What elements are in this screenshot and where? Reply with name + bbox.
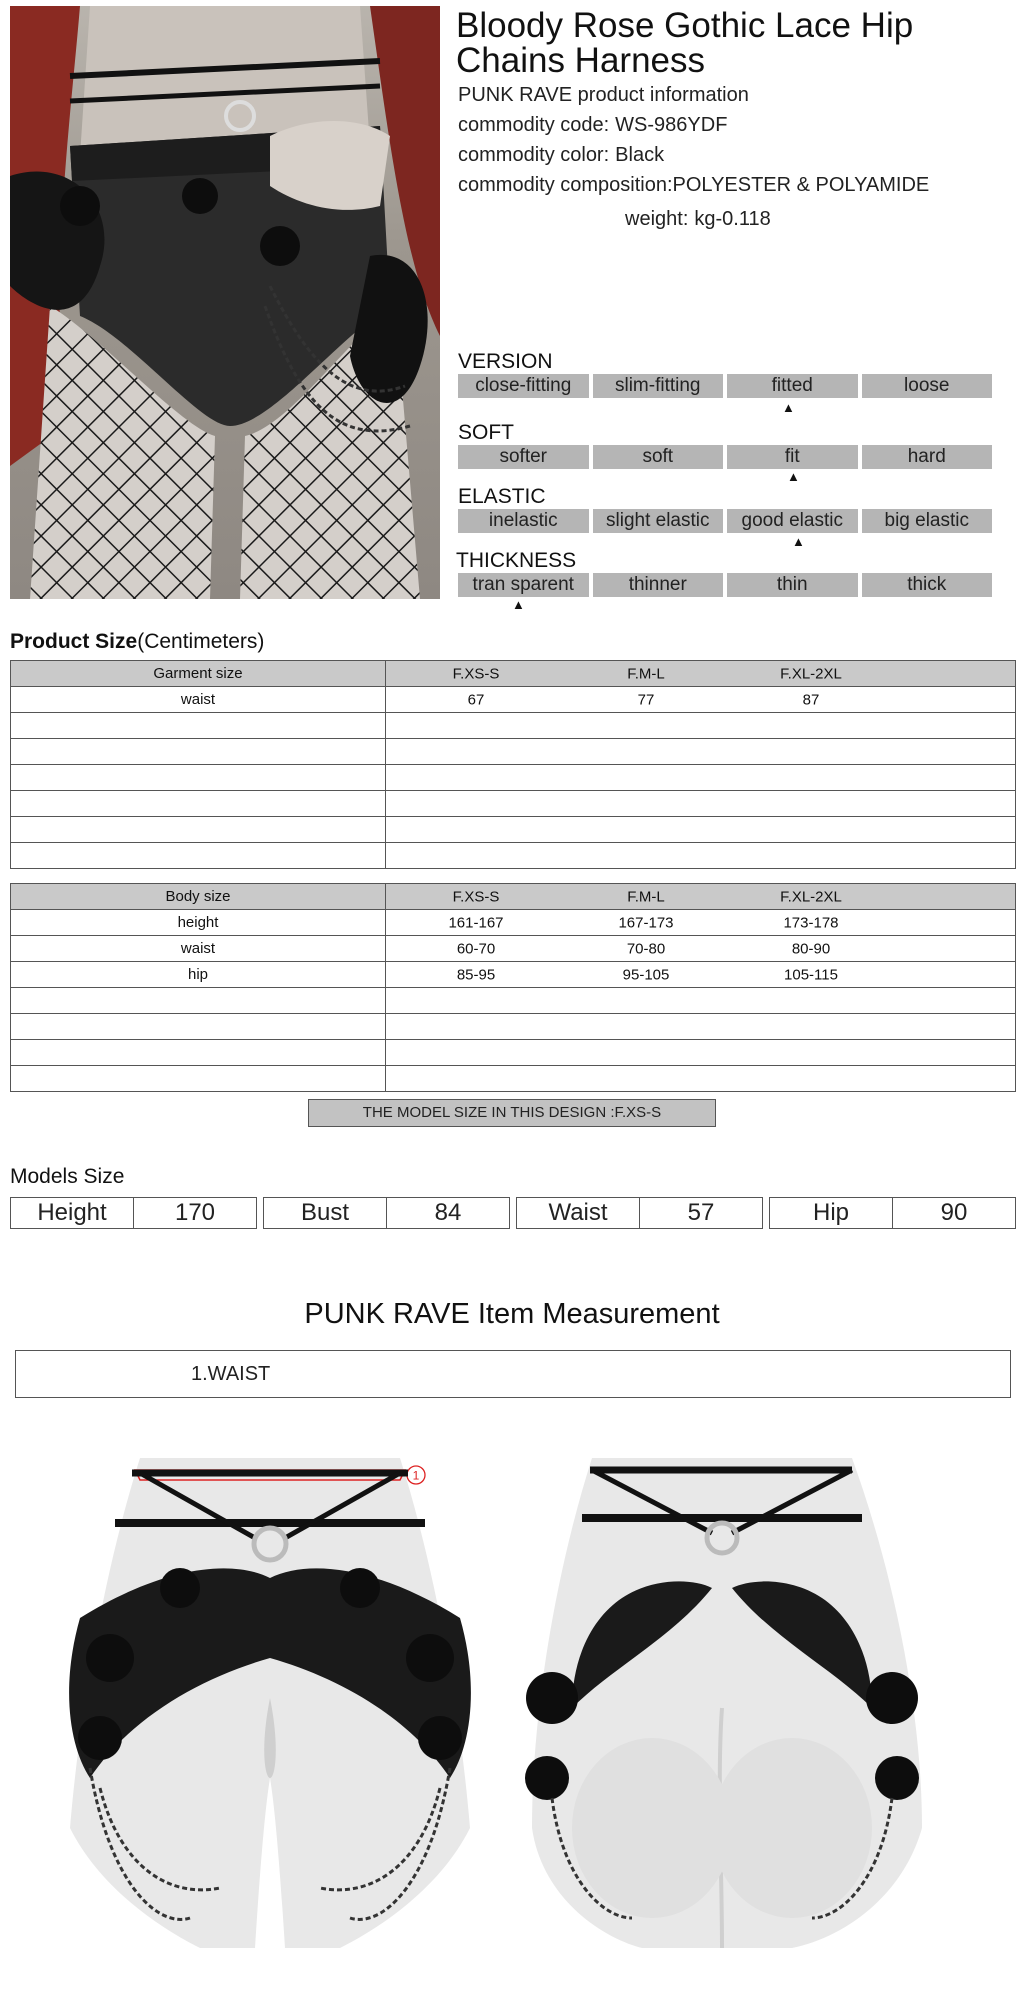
elastic-marker: ▲ bbox=[792, 534, 805, 549]
waist-marker-label: 1 bbox=[412, 1468, 420, 1483]
composition-label: commodity composition: bbox=[458, 174, 673, 196]
soft-marker: ▲ bbox=[787, 469, 800, 484]
product-photo bbox=[10, 6, 440, 599]
table-row bbox=[11, 1066, 1016, 1092]
header-cell: F.XS-S bbox=[452, 888, 500, 905]
table-cell: 60-70 bbox=[456, 940, 496, 957]
garment-size-header: Garment size bbox=[11, 661, 386, 687]
garment-size-table bbox=[10, 660, 1016, 869]
attr-thickness-title: THICKNESS bbox=[456, 549, 577, 572]
table-cell: 87 bbox=[802, 691, 820, 708]
weight-label: weight: bbox=[625, 208, 689, 230]
model-waist-value: 57 bbox=[639, 1198, 762, 1228]
header-cell: F.XS-S bbox=[452, 665, 500, 682]
model-height-value: 170 bbox=[133, 1198, 256, 1228]
color-label: commodity color: bbox=[458, 144, 610, 166]
model-bust bbox=[263, 1197, 510, 1229]
model-hip-label: Hip bbox=[812, 1199, 849, 1226]
attr-option: big elastic bbox=[862, 509, 993, 533]
weight-value: kg-0.118 bbox=[694, 208, 771, 230]
table-cell: 167-173 bbox=[618, 914, 674, 931]
model-bust-value: 84 bbox=[386, 1198, 509, 1228]
table-row bbox=[11, 988, 1016, 1014]
table-row bbox=[11, 884, 1016, 910]
header-cell: F.XL-2XL bbox=[780, 888, 842, 905]
model-waist bbox=[516, 1197, 763, 1229]
attr-option: thin bbox=[727, 573, 858, 597]
attr-option: softer bbox=[458, 445, 589, 469]
product-size-unit: (Centimeters) bbox=[137, 630, 265, 653]
attr-soft-title: SOFT bbox=[458, 421, 514, 444]
code-label: commodity code: bbox=[458, 114, 610, 136]
table-row bbox=[11, 817, 1016, 843]
attr-elastic-title: ELASTIC bbox=[458, 485, 546, 508]
version-marker: ▲ bbox=[782, 400, 795, 415]
attr-option: loose bbox=[862, 374, 993, 398]
commodity-color bbox=[458, 144, 664, 167]
model-bust-label: Bust bbox=[300, 1199, 350, 1226]
model-waist-label: Waist bbox=[548, 1199, 608, 1226]
attr-option: tran sparent bbox=[458, 573, 589, 597]
measurement-item: 1.WAIST bbox=[15, 1350, 1011, 1398]
weight bbox=[625, 208, 771, 231]
product-size-label: Product Size bbox=[10, 630, 138, 653]
color-value: Black bbox=[615, 144, 665, 166]
table-cell: 77 bbox=[637, 691, 655, 708]
attr-option: slim-fitting bbox=[593, 374, 724, 398]
model-hip bbox=[769, 1197, 1016, 1229]
table-cell: 105-115 bbox=[784, 966, 838, 983]
header-cell: F.XL-2XL bbox=[780, 665, 842, 682]
attr-option: soft bbox=[593, 445, 724, 469]
table-row bbox=[11, 687, 1016, 713]
table-cell: 95-105 bbox=[622, 966, 670, 983]
models-size-row bbox=[10, 1197, 1016, 1229]
table-row bbox=[11, 1040, 1016, 1066]
attr-option: fitted bbox=[727, 374, 858, 398]
attr-option: inelastic bbox=[458, 509, 589, 533]
model-height-label: Height bbox=[37, 1199, 107, 1226]
commodity-code bbox=[458, 114, 727, 137]
row-label: waist bbox=[11, 936, 386, 962]
row-label: hip bbox=[11, 962, 386, 988]
table-cell: 173-178 bbox=[783, 914, 839, 931]
attr-version-title: VERSION bbox=[458, 350, 553, 373]
table-cell: 80-90 bbox=[791, 940, 831, 957]
table-row bbox=[11, 910, 1016, 936]
table-cell: 70-80 bbox=[626, 940, 666, 957]
row-label: height bbox=[11, 910, 386, 936]
model-size-note: THE MODEL SIZE IN THIS DESIGN :F.XS-S bbox=[308, 1099, 716, 1127]
product-size-title bbox=[10, 630, 264, 654]
table-row bbox=[11, 739, 1016, 765]
thickness-marker: ▲ bbox=[512, 597, 525, 612]
attr-option: good elastic bbox=[727, 509, 858, 533]
table-row bbox=[11, 1014, 1016, 1040]
row-label: waist bbox=[11, 687, 386, 713]
front-view-figure bbox=[40, 1448, 500, 1948]
models-size-title: Models Size bbox=[10, 1165, 125, 1188]
commodity-composition bbox=[458, 174, 929, 197]
table-row bbox=[11, 962, 1016, 988]
table-row bbox=[11, 843, 1016, 869]
back-view-figure bbox=[512, 1448, 972, 1948]
table-cell: 67 bbox=[467, 691, 485, 708]
header-cell: F.M-L bbox=[627, 665, 665, 682]
table-cell: 161-167 bbox=[448, 914, 504, 931]
table-row bbox=[11, 791, 1016, 817]
attr-option: hard bbox=[862, 445, 993, 469]
brand-line: PUNK RAVE product information bbox=[458, 84, 749, 106]
composition-value: POLYESTER & POLYAMIDE bbox=[672, 174, 930, 196]
model-hip-value: 90 bbox=[892, 1198, 1015, 1228]
table-row bbox=[11, 713, 1016, 739]
header-cell: F.M-L bbox=[627, 888, 665, 905]
attr-soft-scale bbox=[458, 445, 992, 469]
attr-option: fit bbox=[727, 445, 858, 469]
table-row bbox=[11, 765, 1016, 791]
model-height bbox=[10, 1197, 257, 1229]
table-cell: 85-95 bbox=[456, 966, 496, 983]
table-row bbox=[11, 936, 1016, 962]
body-size-header: Body size bbox=[11, 884, 386, 910]
measurement-title: PUNK RAVE Item Measurement bbox=[304, 1298, 720, 1330]
attr-version-scale bbox=[458, 374, 992, 398]
attr-option: thinner bbox=[593, 573, 724, 597]
attr-option: close-fitting bbox=[458, 374, 589, 398]
attr-elastic-scale bbox=[458, 509, 992, 533]
attr-thickness-scale bbox=[458, 573, 992, 597]
body-size-table bbox=[10, 883, 1016, 1092]
attr-option: thick bbox=[862, 573, 993, 597]
attr-option: slight elastic bbox=[593, 509, 724, 533]
table-row bbox=[11, 661, 1016, 687]
code-value: WS-986YDF bbox=[615, 114, 728, 136]
product-title: Bloody Rose Gothic Lace Hip Chains Harness bbox=[456, 6, 914, 80]
